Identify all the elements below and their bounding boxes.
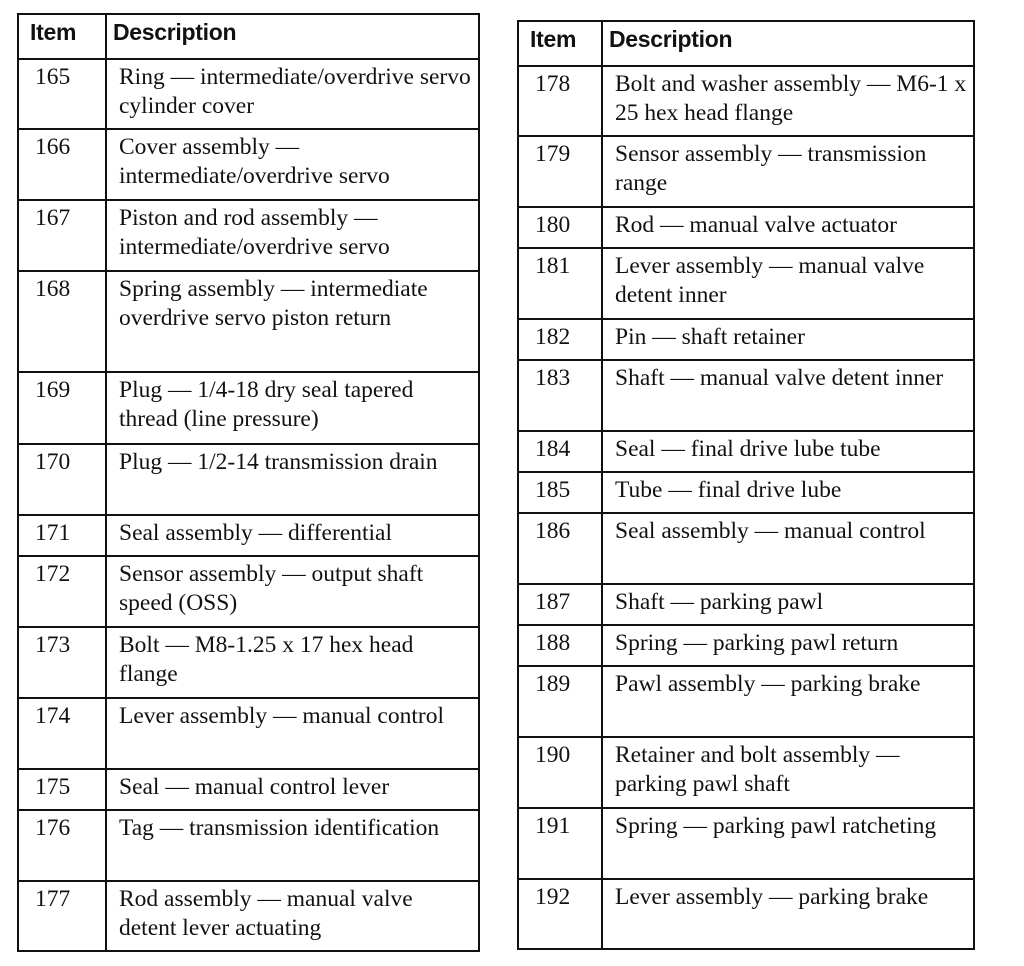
item-number-cell: 180 — [518, 207, 602, 248]
table-row — [18, 881, 479, 951]
item-number-cell: 173 — [18, 627, 106, 698]
table-row — [518, 625, 974, 666]
item-number-cell: 172 — [18, 556, 106, 627]
item-number-cell: 166 — [18, 129, 106, 200]
table-row — [518, 66, 974, 136]
item-number-cell: 191 — [518, 808, 602, 879]
table-row — [518, 360, 974, 431]
description-cell: Shaft — parking pawl — [602, 584, 974, 625]
item-number-cell: 178 — [518, 66, 602, 136]
item-number-cell: 187 — [518, 584, 602, 625]
description-column-header: Description — [602, 21, 974, 66]
item-column-header: Item — [518, 21, 602, 66]
description-cell: Plug — 1/2-14 transmission drain — [106, 444, 479, 515]
parts-table-left — [17, 13, 480, 952]
item-number-cell: 183 — [518, 360, 602, 431]
item-number-cell: 175 — [18, 769, 106, 810]
description-cell: Seal assembly — manual control — [602, 513, 974, 584]
item-column-header: Item — [18, 14, 106, 59]
table-row — [518, 472, 974, 513]
table-row — [518, 513, 974, 584]
description-cell: Spring — parking pawl ratcheting — [602, 808, 974, 879]
description-cell: Retainer and bolt assembly — parking pawl shaft — [602, 737, 974, 808]
table-row — [518, 431, 974, 472]
description-cell: Lever assembly — parking brake — [602, 879, 974, 949]
item-number-cell: 185 — [518, 472, 602, 513]
item-number-cell: 179 — [518, 136, 602, 207]
table-row — [518, 584, 974, 625]
item-number-cell: 181 — [518, 248, 602, 319]
table-row — [518, 319, 974, 360]
table-row — [18, 627, 479, 698]
description-cell: Seal — manual control lever — [106, 769, 479, 810]
table-row — [18, 372, 479, 444]
table-row — [518, 207, 974, 248]
table-row — [18, 515, 479, 556]
item-number-cell: 186 — [518, 513, 602, 584]
table-row — [18, 271, 479, 372]
table-row — [18, 200, 479, 271]
description-cell: Piston and rod assembly — intermediate/overdrive servo — [106, 200, 479, 271]
item-number-cell: 184 — [518, 431, 602, 472]
description-cell: Bolt — M8-1.25 x 17 hex head flange — [106, 627, 479, 698]
description-cell: Rod — manual valve actuator — [602, 207, 974, 248]
description-cell: Lever assembly — manual control — [106, 698, 479, 769]
description-cell: Bolt and washer assembly — M6-1 x 25 hex head flange — [602, 66, 974, 136]
item-number-cell: 174 — [18, 698, 106, 769]
description-cell: Pawl assembly — parking brake — [602, 666, 974, 737]
parts-table-right — [517, 20, 975, 950]
table-row — [518, 737, 974, 808]
table-row — [18, 444, 479, 515]
item-number-cell: 165 — [18, 59, 106, 129]
description-cell: Sensor assembly — output shaft speed (OSS) — [106, 556, 479, 627]
description-cell: Spring assembly — intermediate overdrive servo piston return — [106, 271, 479, 372]
item-number-cell: 177 — [18, 881, 106, 951]
table-header-row — [518, 21, 974, 66]
description-cell: Spring — parking pawl return — [602, 625, 974, 666]
table-header-row — [18, 14, 479, 59]
item-number-cell: 170 — [18, 444, 106, 515]
table-row — [518, 808, 974, 879]
table-row — [18, 810, 479, 881]
description-cell: Sensor assembly — transmission range — [602, 136, 974, 207]
description-cell: Seal — final drive lube tube — [602, 431, 974, 472]
item-number-cell: 168 — [18, 271, 106, 372]
parts-table-left-body — [18, 59, 479, 951]
description-cell: Seal assembly — differential — [106, 515, 479, 556]
description-cell: Lever assembly — manual valve detent inner — [602, 248, 974, 319]
item-number-cell: 169 — [18, 372, 106, 444]
description-cell: Ring — intermediate/overdrive servo cylinder cover — [106, 59, 479, 129]
table-row — [18, 129, 479, 200]
description-cell: Tag — transmission identification — [106, 810, 479, 881]
item-number-cell: 189 — [518, 666, 602, 737]
description-cell: Plug — 1/4-18 dry seal tapered thread (line pressure) — [106, 372, 479, 444]
table-row — [518, 136, 974, 207]
description-column-header: Description — [106, 14, 479, 59]
table-row — [18, 769, 479, 810]
item-number-cell: 171 — [18, 515, 106, 556]
item-number-cell: 188 — [518, 625, 602, 666]
description-cell: Tube — final drive lube — [602, 472, 974, 513]
description-cell: Shaft — manual valve detent inner — [602, 360, 974, 431]
description-cell: Rod assembly — manual valve detent lever actuating — [106, 881, 479, 951]
item-number-cell: 192 — [518, 879, 602, 949]
table-row — [18, 556, 479, 627]
item-number-cell: 176 — [18, 810, 106, 881]
description-cell: Cover assembly — intermediate/overdrive servo — [106, 129, 479, 200]
item-number-cell: 190 — [518, 737, 602, 808]
table-row — [18, 698, 479, 769]
description-cell: Pin — shaft retainer — [602, 319, 974, 360]
table-row — [518, 666, 974, 737]
table-row — [518, 879, 974, 949]
item-number-cell: 167 — [18, 200, 106, 271]
item-number-cell: 182 — [518, 319, 602, 360]
table-row — [18, 59, 479, 129]
table-row — [518, 248, 974, 319]
parts-table-right-body — [518, 66, 974, 949]
